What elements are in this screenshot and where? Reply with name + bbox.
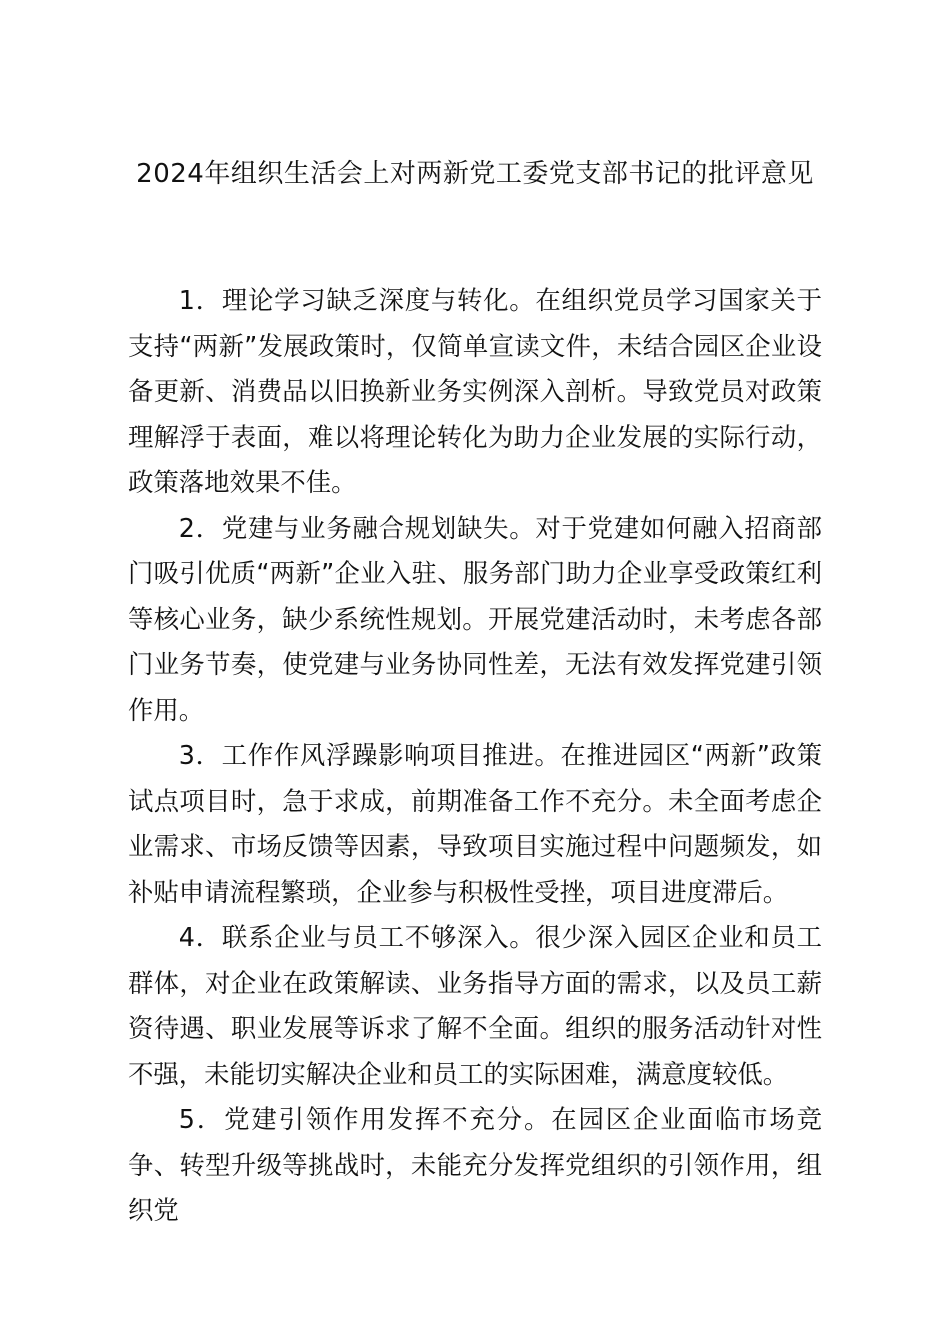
paragraph-2: 2．党建与业务融合规划缺失。对于党建如何融入招商部门吸引优质“两新”企业入驻、服务部门助力企业享受政策红利等核心业务，缺少系统性规划。开展党建活动时，未考虑各部门业务节奏，使党建与业务协同性差，无法有效发挥党建引领作用。 — [128, 512, 822, 725]
document-title: 2024年组织生活会上对两新党工委党支部书记的批评意见 — [136, 159, 814, 189]
paragraph-3: 3．工作作风浮躁影响项目推进。在推进园区“两新”政策试点项目时，急于求成，前期准备工作不充分。未全面考虑企业需求、市场反馈等因素，导致项目实施过程中问题频发，如补贴申请流程繁琐，企业参与积极性受挫，项目进度滞后。 — [128, 740, 822, 907]
paragraph-1: 1．理论学习缺乏深度与转化。在组织党员学习国家关于支持“两新”发展政策时，仅简单宣读文件，未结合园区企业设备更新、消费品以旧换新业务实例深入剖析。导致党员对政策理解浮于表面，难以将理论转化为助力企业发展的实际行动，政策落地效果不佳。 — [128, 285, 822, 497]
document-body — [128, 278, 822, 1234]
paragraph-4: 4．联系企业与员工不够深入。很少深入园区企业和员工群体，对企业在政策解读、业务指导方面的需求，以及员工薪资待遇、职业发展等诉求了解不全面。组织的服务活动针对性不强，未能切实解决企业和员工的实际困难，满意度较低。 — [128, 922, 822, 1089]
paragraph-5: 5．党建引领作用发挥不充分。在园区企业面临市场竞争、转型升级等挑战时，未能充分发挥党组织的引领作用，组织党 — [128, 1104, 822, 1225]
